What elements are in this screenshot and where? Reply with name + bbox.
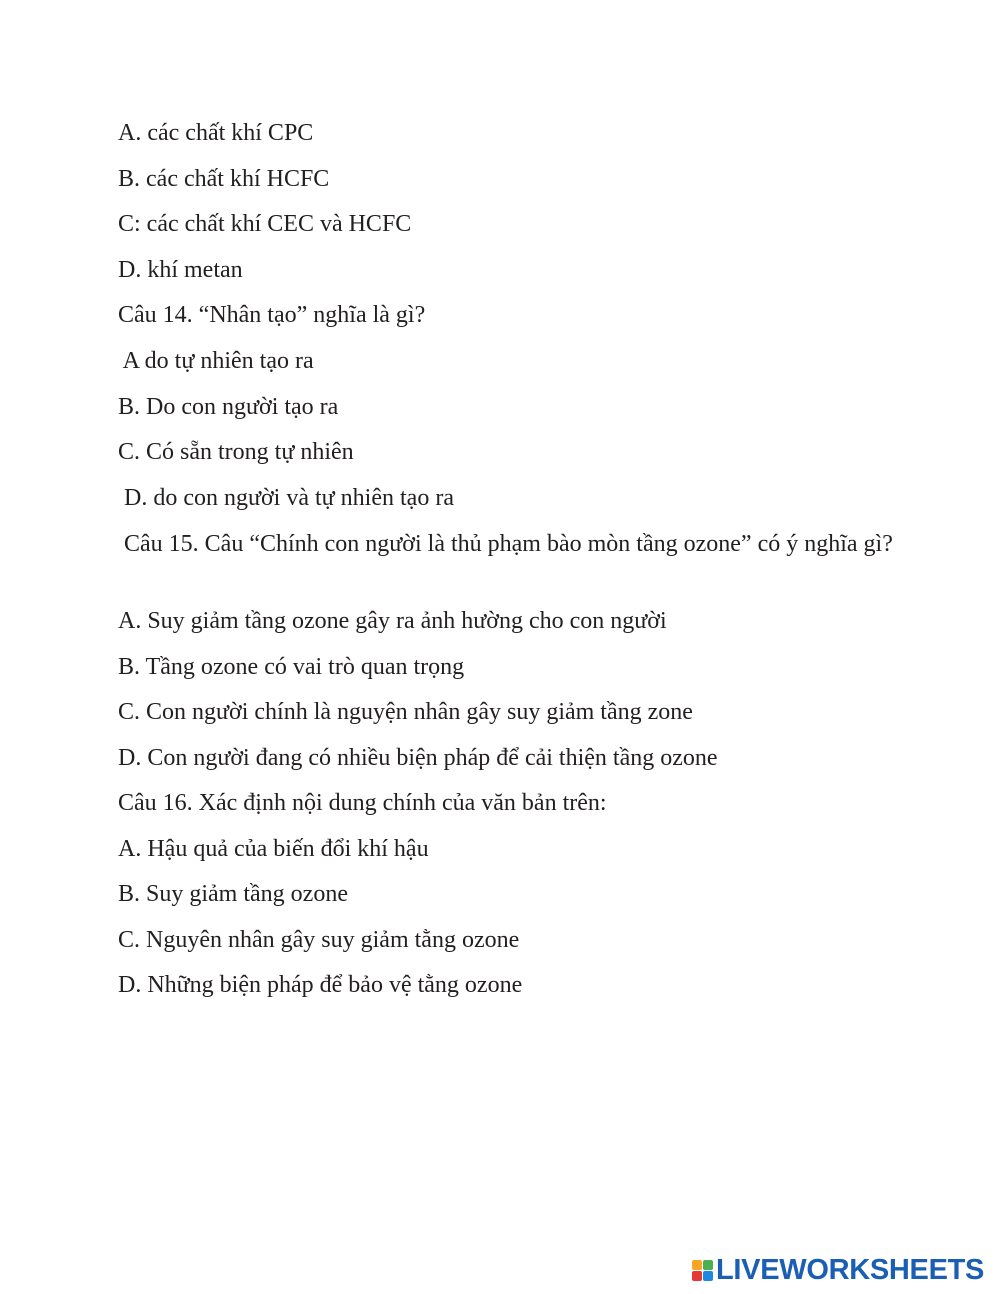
answer-a-q13: A. các chất khí CPC — [118, 120, 314, 146]
question-14: Câu 14. “Nhân tạo” nghĩa là gì? — [118, 302, 426, 328]
answer-b-q13: B. các chất khí HCFC — [118, 166, 330, 192]
logo-block — [703, 1260, 713, 1270]
logo-blocks-icon — [692, 1260, 713, 1281]
answer-b-q16: B. Suy giảm tầng ozone — [118, 881, 348, 907]
answer-c-q14: C. Có sẵn trong tự nhiên — [118, 439, 354, 465]
logo-text: LIVEWORKSHEETS — [716, 1254, 985, 1286]
answer-a-q16: A. Hậu quả của biến đổi khí hậu — [118, 836, 429, 862]
answer-d-q14: D. do con người và tự nhiên tạo ra — [118, 485, 454, 511]
answer-a-q15: A. Suy giảm tầng ozone gây ra ảnh hường cho con người — [118, 608, 667, 634]
liveworksheets-logo — [692, 1254, 984, 1286]
answer-b-q15: B. Tầng ozone có vai trò quan trọng — [118, 654, 465, 680]
answer-a-q14: A do tự nhiên tạo ra — [118, 348, 314, 374]
question-16: Câu 16. Xác định nội dung chính của văn bản trên: — [118, 790, 607, 816]
answer-c-q15: C. Con người chính là nguyện nhân gây suy giảm tầng zone — [118, 699, 693, 725]
answer-d-q15: D. Con người đang có nhiều biện pháp để cải thiện tầng ozone — [118, 745, 718, 771]
question-15: Câu 15. Câu “Chính con người là thủ phạm bào mòn tầng ozone” có ý nghĩa gì? — [118, 531, 893, 557]
logo-block — [692, 1260, 702, 1270]
logo-block — [703, 1271, 713, 1281]
answer-b-q14: B. Do con người tạo ra — [118, 394, 339, 420]
logo-block — [692, 1271, 702, 1281]
answer-d-q16: D. Những biện pháp để bảo vệ tằng ozone — [118, 972, 523, 998]
answer-c-q13: C: các chất khí CEC và HCFC — [118, 211, 412, 237]
answer-c-q16: C. Nguyên nhân gây suy giảm tằng ozone — [118, 927, 520, 953]
answer-d-q13: D. khí metan — [118, 257, 243, 283]
